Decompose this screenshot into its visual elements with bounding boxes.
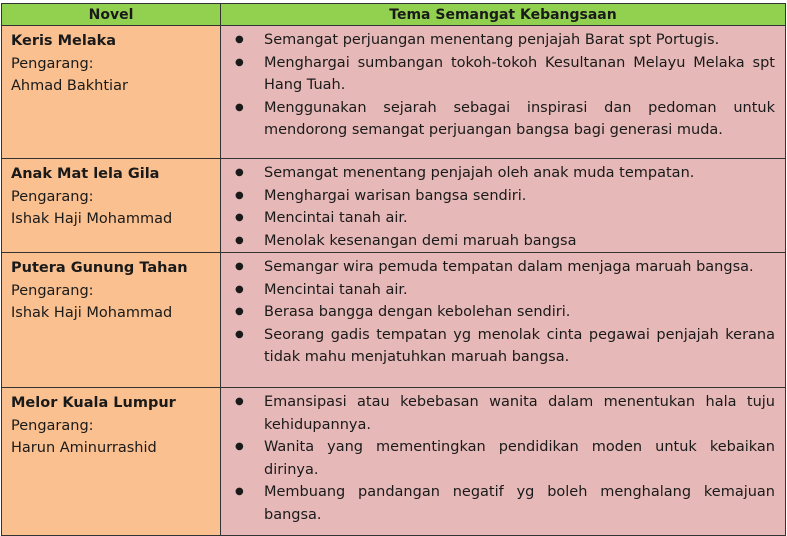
- novel-title: Anak Mat lela Gila: [11, 166, 160, 182]
- author-name: Harun Aminurrashid: [11, 440, 157, 456]
- theme-item: ● Membuang pandangan negatif yg boleh menghalang kemajuan bangsa.: [235, 481, 775, 526]
- theme-item: ● Semangar wira pemuda tempatan dalam menjaga maruah bangsa.: [235, 256, 775, 279]
- theme-item: ● Semangat perjuangan menentang penjajah Barat spt Portugis.: [235, 29, 775, 52]
- novel-cell: [2, 26, 221, 159]
- theme-item: ● Mencintai tanah air.: [235, 279, 775, 302]
- theme-list: [235, 391, 775, 526]
- author-name: Ahmad Bakhtiar: [11, 78, 128, 94]
- novel-cell: [2, 388, 221, 536]
- theme-list: [235, 256, 775, 369]
- theme-cell: [221, 26, 786, 159]
- theme-cell: [221, 159, 786, 253]
- novel-title: Putera Gunung Tahan: [11, 260, 188, 276]
- theme-item: ● Seorang gadis tempatan yg menolak cinta pegawai penjajah kerana tidak mahu menjatuhkan maruah bangsa.: [235, 324, 775, 369]
- table-row: [2, 388, 786, 536]
- author-name: Ishak Haji Mohammad: [11, 305, 173, 321]
- theme-item: ● Semangat menentang penjajah oleh anak muda tempatan.: [235, 162, 775, 185]
- theme-item: ● Wanita yang mementingkan pendidikan moden untuk kebaikan dirinya.: [235, 436, 775, 481]
- theme-item: ● Berasa bangga dengan kebolehan sendiri.: [235, 301, 775, 324]
- theme-item: ● Mencintai tanah air.: [235, 207, 775, 230]
- novel-title: Keris Melaka: [11, 33, 117, 49]
- novel-cell: [2, 159, 221, 253]
- theme-item: ● Emansipasi atau kebebasan wanita dalam menentukan hala tuju kehidupannya.: [235, 391, 775, 436]
- author-label: Pengarang:: [11, 188, 94, 205]
- theme-list: [235, 29, 775, 142]
- table-row: [2, 159, 786, 253]
- theme-list: [235, 162, 775, 252]
- header-novel: Novel: [2, 4, 221, 26]
- theme-cell: [221, 388, 786, 536]
- author-label: Pengarang:: [11, 282, 94, 299]
- table-row: [2, 253, 786, 388]
- theme-item: ● Menggunakan sejarah sebagai inspirasi dan pedoman untuk mendorong semangat perjuangan bangsa bagi generasi muda.: [235, 97, 775, 142]
- author-label: Pengarang:: [11, 417, 94, 434]
- header-tema: Tema Semangat Kebangsaan: [221, 4, 786, 26]
- theme-item: ● Menghargai sumbangan tokoh-tokoh Kesultanan Melayu Melaka spt Hang Tuah.: [235, 52, 775, 97]
- novel-title: Melor Kuala Lumpur: [11, 395, 176, 411]
- table-row: [2, 26, 786, 159]
- theme-cell: [221, 253, 786, 388]
- novel-cell: [2, 253, 221, 388]
- theme-item: ● Menghargai warisan bangsa sendiri.: [235, 185, 775, 208]
- author-name: Ishak Haji Mohammad: [11, 211, 173, 227]
- author-label: Pengarang:: [11, 55, 94, 72]
- header-row: [2, 4, 786, 26]
- theme-item: ● Menolak kesenangan demi maruah bangsa: [235, 230, 775, 253]
- novel-theme-table: [1, 3, 786, 536]
